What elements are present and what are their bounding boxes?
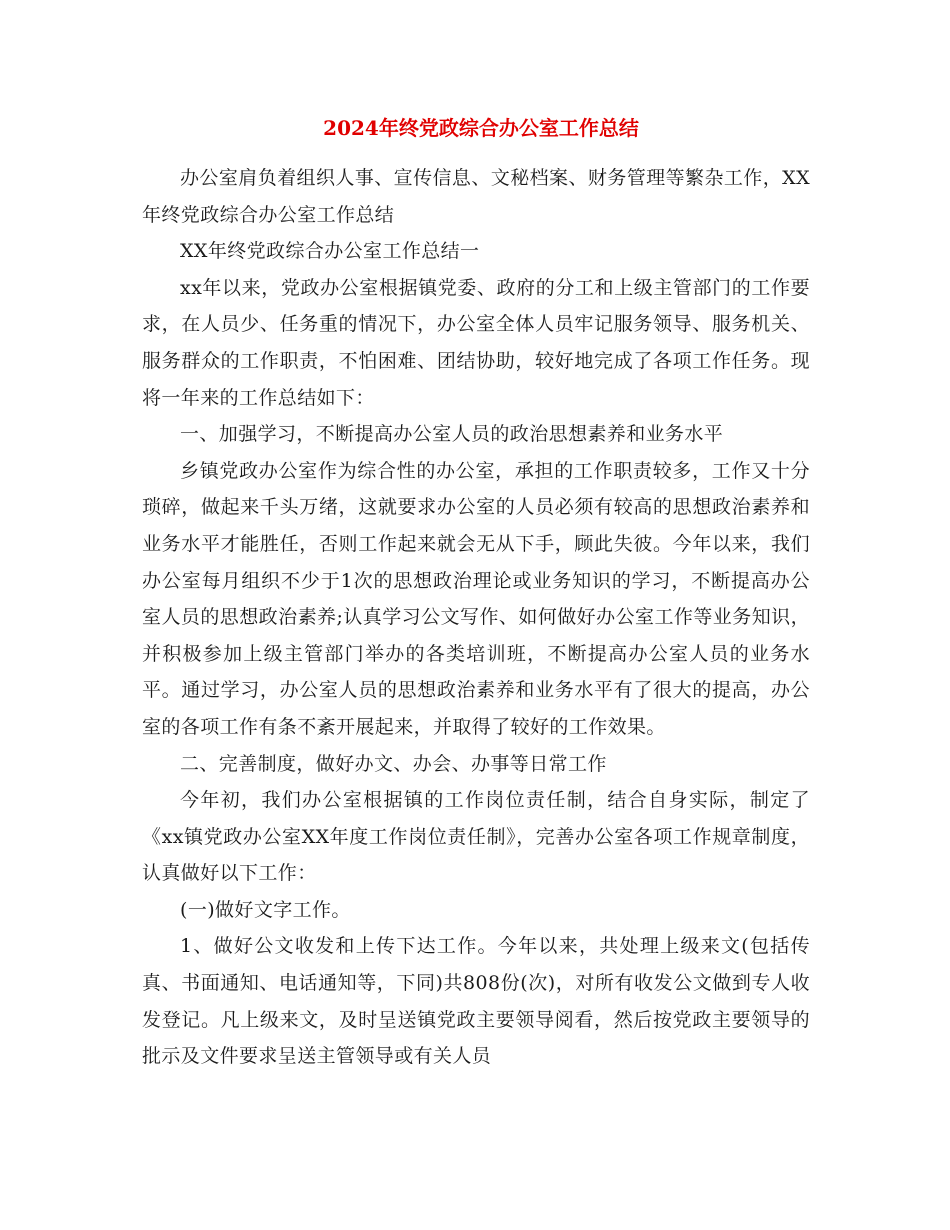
paragraph-system: 今年初，我们办公室根据镇的工作岗位责任制，结合自身实际，制定了《xx镇党政办公室XX年度工作岗位责任制》，完善办公室各项工作规章制度，认真做好以下工作：: [142, 789, 810, 885]
paragraph-heading-system: 二、完善制度，做好办文、办会、办事等日常工作: [180, 752, 607, 775]
document-title: 2024年终党政综合办公室工作总结: [323, 116, 639, 140]
paragraph-heading-writing: (一)做好文字工作。: [180, 898, 351, 921]
paragraph-intro: 办公室肩负着组织人事、宣传信息、文秘档案、财务管理等繁杂工作，XX年终党政综合办公室工作总结: [142, 167, 810, 226]
paragraph-section-heading: XX年终党政综合办公室工作总结一: [180, 240, 480, 263]
paragraph-overview: xx年以来，党政办公室根据镇党委、政府的分工和上级主管部门的工作要求，在人员少、任务重的情况下，办公室全体人员牢记服务领导、服务机关、服务群众的工作职责，不怕困难、团结协助，较好地完成了各项工作任务。现将一年来的工作总结如下：: [142, 276, 810, 409]
paragraph-study: 乡镇党政办公室作为综合性的办公室，承担的工作职责较多，工作又十分琐碎，做起来千头万绪，这就要求办公室的人员必须有较高的思想政治素养和业务水平才能胜任，否则工作起来就会无从下手，顾此失彼。今年以来，我们办公室每月组织不少于1次的思想政治理论或业务知识的学习，不断提高办公室人员的思想政治素养;认真学习公文写作、如何做好办公室工作等业务知识，并积极参加上级主管部门举办的各类培训班，不断提高办公室人员的业务水平。通过学习，办公室人员的思想政治素养和业务水平有了很大的提高，办公室的各项工作有条不紊开展起来，并取得了较好的工作效果。: [142, 459, 810, 738]
paragraph-heading-study: 一、加强学习，不断提高办公室人员的政治思想素养和业务水平: [180, 423, 724, 446]
paragraph-documents: 1、做好公文收发和上传下达工作。今年以来，共处理上级来文(包括传真、书面通知、电话通知等，下同)共808份(次)，对所有收发公文做到专人收发登记。凡上级来文，及时呈送镇党政主要领导阅看，然后按党政主要领导的批示及文件要求呈送主管领导或有关人员: [142, 935, 810, 1068]
